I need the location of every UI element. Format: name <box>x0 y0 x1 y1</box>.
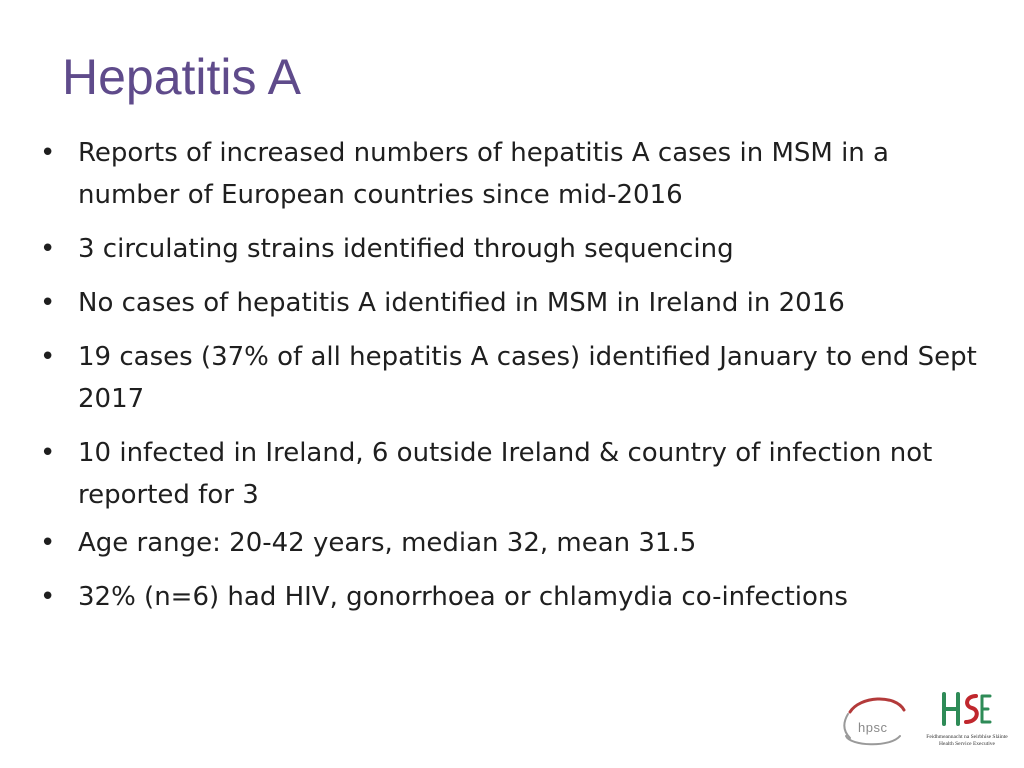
bullet-item: • No cases of hepatitis A identified in MSM in Ireland in 2016 <box>36 282 996 324</box>
bullet-item: • Reports of increased numbers of hepatitis A cases in MSM in a number of European countries since mid-2016 <box>36 132 996 216</box>
bullet-list <box>36 132 996 630</box>
hse-logo <box>924 690 1010 754</box>
slide-title: Hepatitis A <box>62 49 302 105</box>
bullet-item: • 10 infected in Ireland, 6 outside Ireland & country of infection not reported for 3 <box>36 432 996 516</box>
hpsc-label: hpsc <box>858 720 888 735</box>
bullet-item: • 3 circulating strains identified through sequencing <box>36 228 996 270</box>
hse-english-name: Health Service Executive <box>939 741 995 747</box>
hse-irish-name: Feidhmeannacht na Seirbhíse Sláinte <box>926 734 1008 740</box>
bullet-item: • 19 cases (37% of all hepatitis A cases) identified January to end Sept 2017 <box>36 336 996 420</box>
hpsc-logo <box>840 692 910 748</box>
bullet-item: • Age range: 20-42 years, median 32, mean 31.5 <box>36 522 996 564</box>
hse-mark-icon <box>938 690 992 728</box>
footer-logos <box>840 690 1010 754</box>
bullet-item: • 32% (n=6) had HIV, gonorrhoea or chlamydia co-infections <box>36 576 996 618</box>
